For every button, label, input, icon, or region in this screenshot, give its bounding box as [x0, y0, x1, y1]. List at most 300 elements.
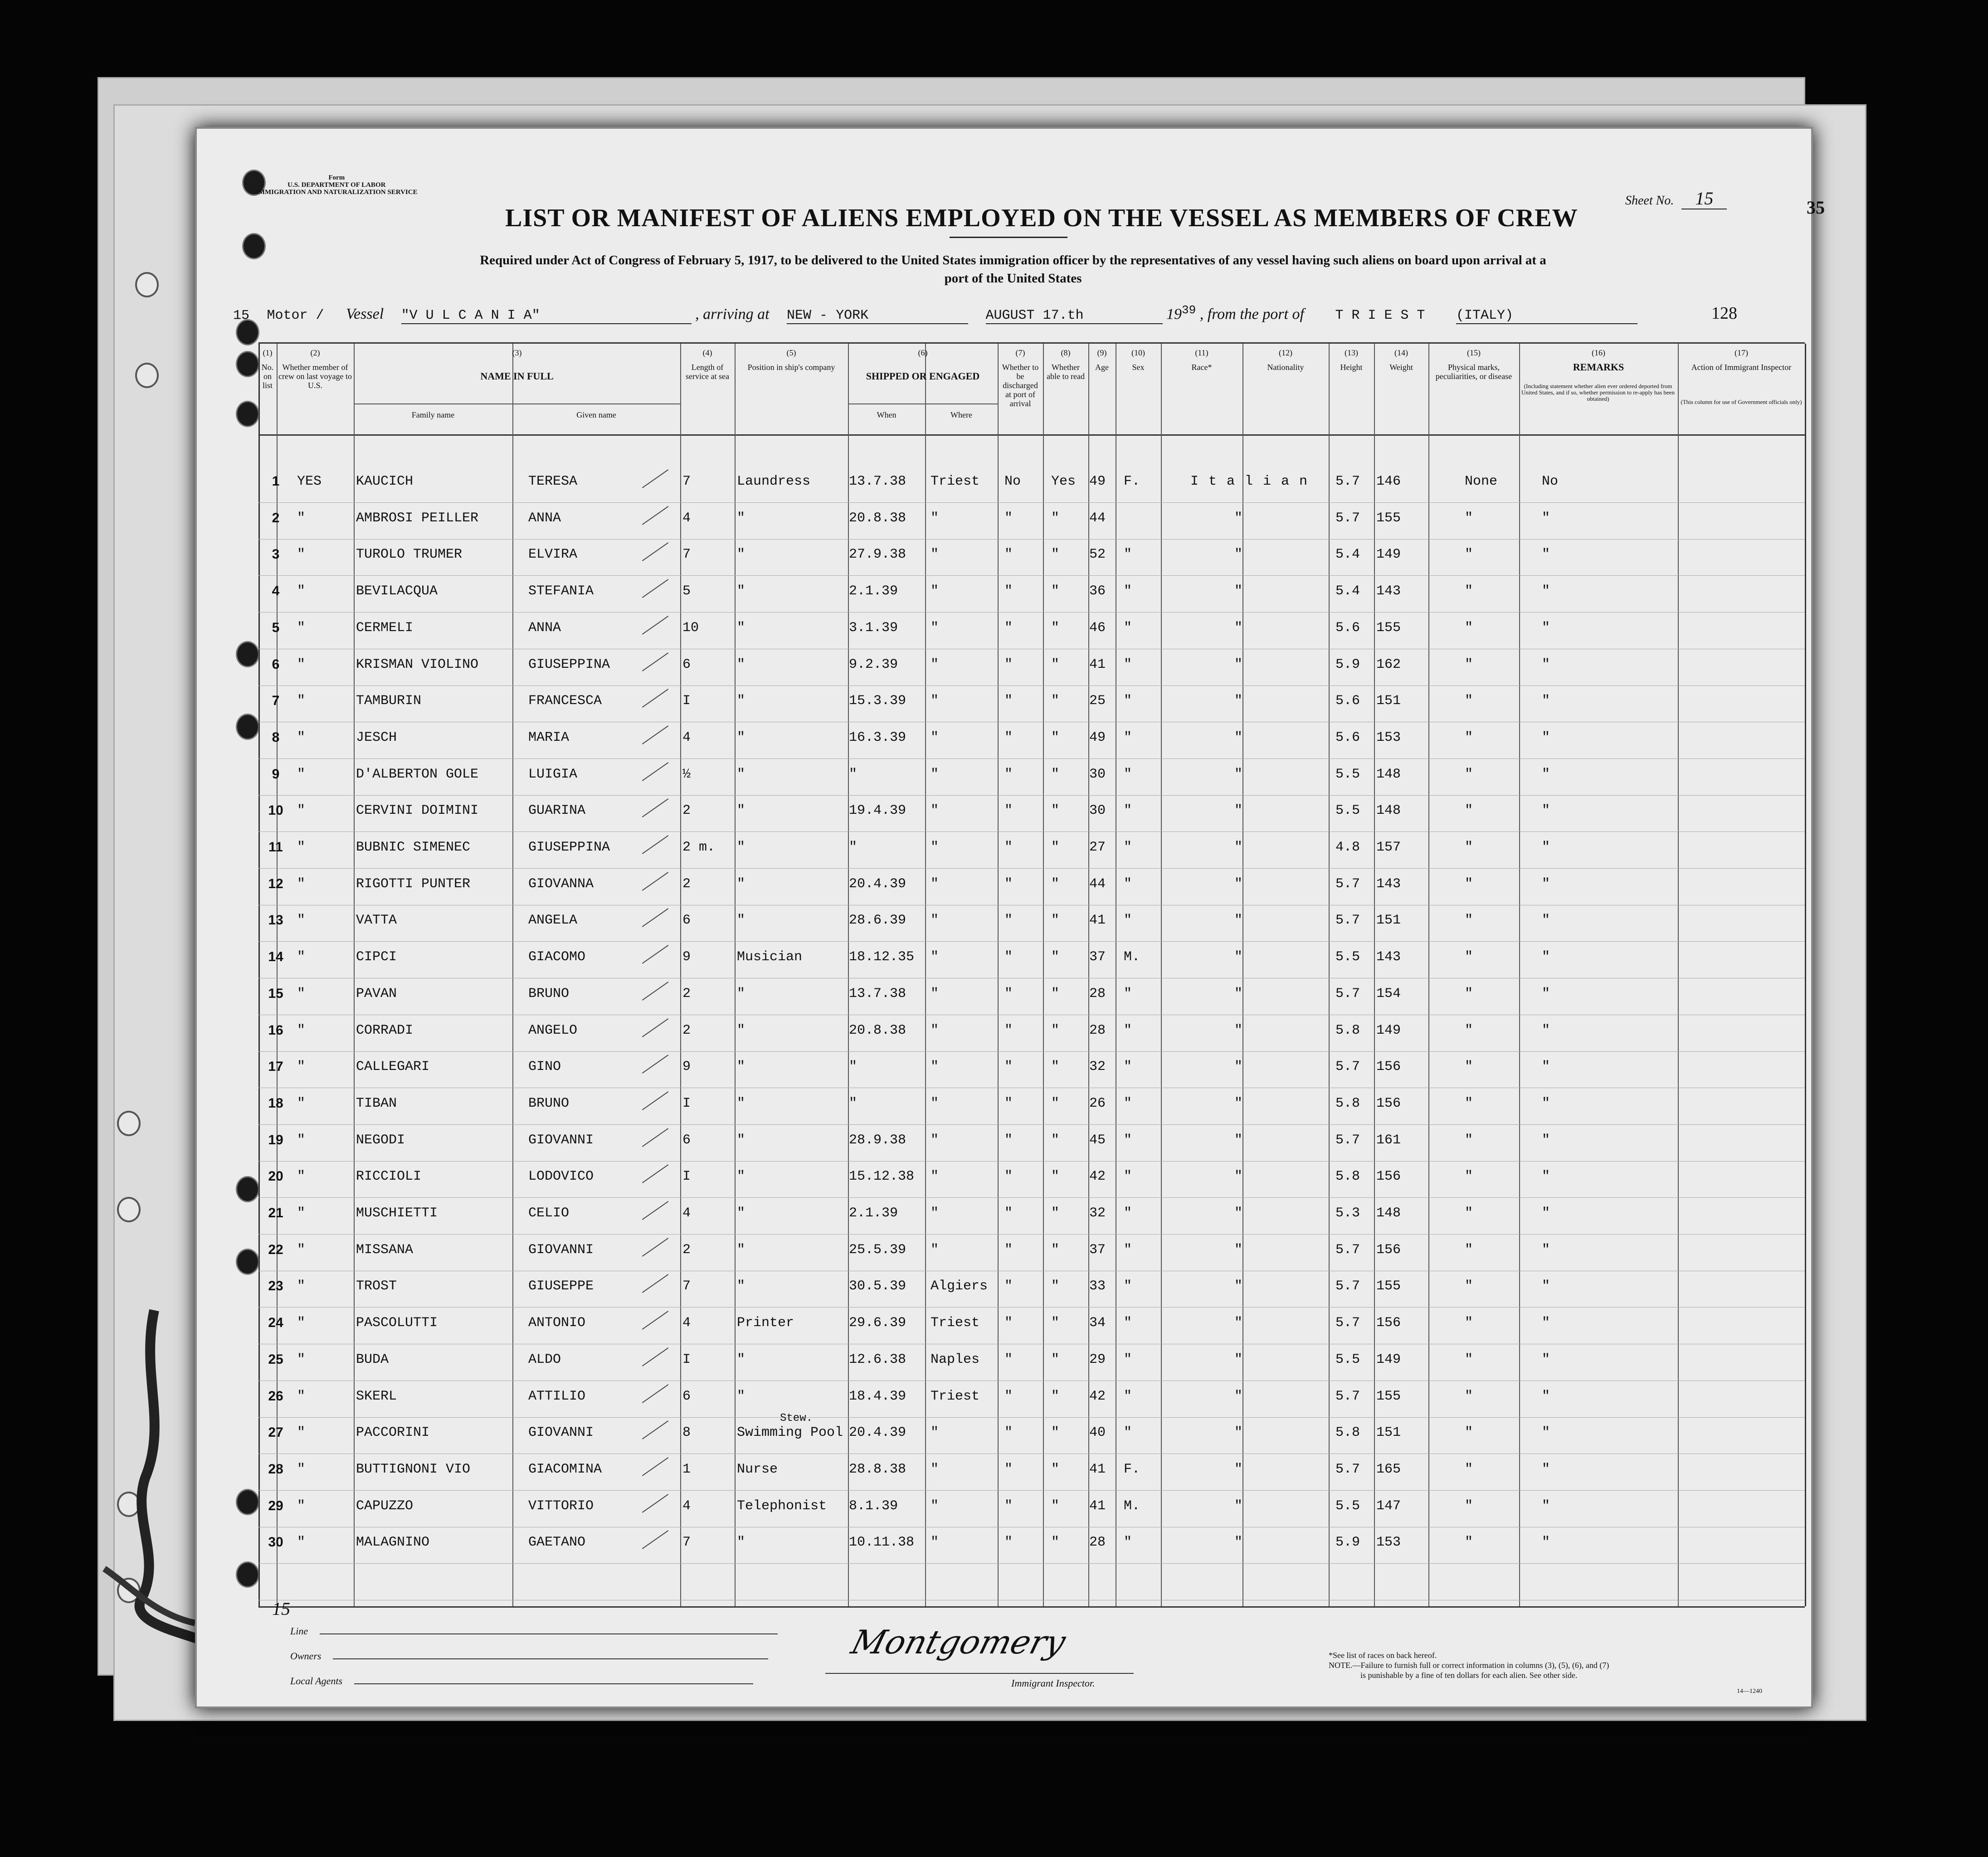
service-length: 1	[682, 1461, 691, 1477]
height: 5.9	[1335, 1535, 1360, 1551]
given-name: TERESA	[528, 474, 578, 489]
age: 42	[1089, 1388, 1106, 1404]
column-number: (10)	[1131, 348, 1145, 357]
shipped-when: 15.3.39	[849, 693, 906, 709]
given-name: GINO	[528, 1059, 561, 1075]
form-department-tag	[256, 174, 418, 196]
sex: F.	[1124, 474, 1140, 489]
shipped-where: "	[931, 840, 939, 855]
given-name: ANGELA	[528, 913, 578, 928]
sex: "	[1124, 840, 1132, 855]
physical-marks: "	[1465, 1169, 1473, 1185]
height: 5.4	[1335, 583, 1360, 599]
row-divider	[258, 941, 1805, 942]
age: 49	[1089, 729, 1106, 745]
family-name: PASCOLUTTI	[356, 1315, 438, 1331]
remarks: "	[1542, 1498, 1550, 1514]
row-number: 13	[268, 913, 283, 928]
given-name: BRUNO	[528, 986, 570, 1001]
family-name: BUDA	[356, 1351, 389, 1367]
crew-table	[258, 342, 1805, 1608]
family-name: CIPCI	[356, 949, 397, 965]
shipped-when: 20.8.38	[849, 510, 906, 526]
discharged: "	[1004, 1095, 1013, 1111]
physical-marks: "	[1465, 1425, 1473, 1441]
physical-marks: "	[1465, 510, 1473, 526]
shipped-when: 2.1.39	[849, 1206, 898, 1221]
page-subtitle	[287, 251, 1739, 287]
shipped-when: 25.5.39	[849, 1242, 906, 1258]
family-name: TUROLO TRUMER	[356, 547, 463, 563]
able-to-read: "	[1051, 729, 1060, 745]
given-name: FRANCESCA	[528, 693, 602, 709]
row-divider	[258, 575, 1805, 576]
punch-hole	[236, 1489, 259, 1515]
shipped-when: 20.4.39	[849, 1425, 906, 1441]
shipped-where: "	[931, 1242, 939, 1258]
family-name: BUTTIGNONI VIO	[356, 1461, 471, 1477]
sex: "	[1124, 1059, 1132, 1075]
physical-marks: "	[1465, 1498, 1473, 1514]
prior-voyage: "	[297, 1315, 306, 1331]
discharged: "	[1004, 583, 1013, 599]
physical-marks: "	[1465, 620, 1473, 636]
age: 32	[1089, 1206, 1106, 1221]
prior-voyage: "	[297, 1206, 306, 1221]
nationality: "	[1234, 1351, 1243, 1367]
subtitle-line-1: Required under Act of Congress of February 5, 1917, to be delivered to the United States immigration officer by the representatives of any vessel having such aliens on board upon arrival at a	[480, 253, 1546, 267]
row-number: 15	[268, 986, 283, 1001]
given-name: MARIA	[528, 729, 570, 745]
physical-marks: "	[1465, 1242, 1473, 1258]
shipped-when: 16.3.39	[849, 729, 906, 745]
shipped-where: Triest	[931, 1388, 980, 1404]
weight: 153	[1376, 729, 1401, 745]
inspector-signature: Montgomery	[847, 1623, 1070, 1661]
weight: 151	[1376, 1425, 1401, 1441]
given-name: GIOVANNI	[528, 1425, 594, 1441]
weight: 162	[1376, 656, 1401, 672]
position-note: Stew.	[780, 1412, 813, 1425]
row-divider	[258, 1234, 1805, 1235]
family-name: TROST	[356, 1279, 397, 1294]
column-header: Action of Immigrant Inspector	[1691, 363, 1792, 372]
nationality: "	[1234, 583, 1243, 599]
header-divider	[258, 434, 1805, 436]
discharged: "	[1004, 766, 1013, 782]
position: "	[737, 547, 746, 563]
note-races: *See list of races on back hereof.	[1329, 1651, 1437, 1660]
punch-hole	[236, 714, 259, 740]
sex: "	[1124, 1535, 1132, 1551]
column-header: Whether to be discharged at port of arrival	[1002, 363, 1039, 408]
service-length: I	[682, 1095, 691, 1111]
service-length: 2 m.	[682, 840, 716, 855]
service-length: I	[682, 693, 691, 709]
discharged: "	[1004, 1132, 1013, 1148]
subtitle-line-2: port of the United States	[944, 271, 1082, 286]
family-name: MALAGNINO	[356, 1535, 430, 1551]
nationality: "	[1234, 1461, 1243, 1477]
shipped-where: "	[931, 547, 939, 563]
nationality: "	[1234, 1206, 1243, 1221]
shipped-where: "	[931, 1059, 939, 1075]
nationality: "	[1234, 1169, 1243, 1185]
column-number: (15)	[1467, 348, 1481, 357]
weight: 147	[1376, 1498, 1401, 1514]
page-title: LIST OR MANIFEST OF ALIENS EMPLOYED ON THE VESSEL AS MEMBERS OF CREW	[505, 204, 1578, 232]
sheet-label: Sheet No.	[1625, 194, 1674, 208]
family-name: NEGODI	[356, 1132, 405, 1148]
prior-voyage: "	[297, 693, 306, 709]
shipped-where: "	[931, 1206, 939, 1221]
discharged: "	[1004, 729, 1013, 745]
physical-marks: "	[1465, 693, 1473, 709]
service-length: 4	[682, 729, 691, 745]
position: Nurse	[737, 1461, 778, 1477]
able-to-read: "	[1051, 1022, 1060, 1038]
prior-voyage: "	[297, 1059, 306, 1075]
physical-marks: "	[1465, 803, 1473, 819]
age: 40	[1089, 1425, 1106, 1441]
able-to-read: "	[1051, 803, 1060, 819]
family-name: RICCIOLI	[356, 1169, 422, 1185]
able-to-read: "	[1051, 693, 1060, 709]
height: 5.5	[1335, 803, 1360, 819]
discharged: "	[1004, 1425, 1013, 1441]
able-to-read: "	[1051, 840, 1060, 855]
nationality: "	[1234, 840, 1243, 855]
age: 28	[1089, 986, 1106, 1001]
row-number: 23	[268, 1279, 283, 1294]
footer-line	[290, 1625, 778, 1637]
shipped-where: "	[931, 876, 939, 892]
remarks: "	[1542, 1388, 1550, 1404]
family-name: KAUCICH	[356, 474, 414, 489]
position: Laundress	[737, 474, 811, 489]
weight: 153	[1376, 1535, 1401, 1551]
shipped-where: "	[931, 803, 939, 819]
able-to-read: "	[1051, 1206, 1060, 1221]
sex: "	[1124, 1388, 1132, 1404]
sex: "	[1124, 729, 1132, 745]
given-name: LUIGIA	[528, 766, 578, 782]
able-to-read: "	[1051, 1169, 1060, 1185]
vessel-type: Motor /	[267, 308, 324, 324]
height: 5.5	[1335, 766, 1360, 782]
sex: "	[1124, 693, 1132, 709]
column-header: NAME IN FULL	[480, 370, 554, 382]
able-to-read: "	[1051, 1461, 1060, 1477]
subheader-given: Given name	[576, 410, 616, 419]
shipped-when: 28.6.39	[849, 913, 906, 928]
prior-voyage: YES	[297, 474, 322, 489]
sex: "	[1124, 986, 1132, 1001]
age: 42	[1089, 1169, 1106, 1185]
service-length: 7	[682, 1535, 691, 1551]
given-name: LODOVICO	[528, 1169, 594, 1185]
from-label: , from the port of	[1199, 306, 1304, 323]
physical-marks: "	[1465, 949, 1473, 965]
row-number: 8	[272, 729, 280, 745]
shipped-where: "	[931, 986, 939, 1001]
remarks: "	[1542, 1315, 1550, 1331]
discharged: "	[1004, 840, 1013, 855]
family-name: VATTA	[356, 913, 397, 928]
weight: 155	[1376, 1279, 1401, 1294]
shipped-when: 12.6.38	[849, 1351, 906, 1367]
age: 41	[1089, 1461, 1106, 1477]
position: Telephonist	[737, 1498, 827, 1514]
shipped-where: "	[931, 583, 939, 599]
prior-voyage: "	[297, 1535, 306, 1551]
row-number: 5	[272, 620, 280, 635]
nationality: "	[1234, 1022, 1243, 1038]
age: 34	[1089, 1315, 1106, 1331]
given-name: ELVIRA	[528, 547, 578, 563]
discharged: "	[1004, 1206, 1013, 1221]
family-name: MUSCHIETTI	[356, 1206, 438, 1221]
footer-agents	[290, 1675, 753, 1687]
height: 5.7	[1335, 1132, 1360, 1148]
weight: 149	[1376, 1022, 1401, 1038]
physical-marks: "	[1465, 1059, 1473, 1075]
service-length: I	[682, 1351, 691, 1367]
shipped-when: 20.8.38	[849, 1022, 906, 1038]
row-divider	[258, 1161, 1805, 1162]
height: 5.5	[1335, 1351, 1360, 1367]
height: 5.7	[1335, 474, 1360, 489]
weight: 148	[1376, 803, 1401, 819]
row-number: 4	[272, 583, 280, 599]
shipped-when: "	[849, 1095, 858, 1111]
service-length: 2	[682, 986, 691, 1001]
discharged: "	[1004, 510, 1013, 526]
sex: F.	[1124, 1461, 1140, 1477]
weight: 161	[1376, 1132, 1401, 1148]
position: "	[737, 620, 746, 636]
row-number: 6	[272, 656, 280, 672]
weight: 143	[1376, 876, 1401, 892]
title-rule	[950, 237, 1067, 238]
remarks: "	[1542, 1095, 1550, 1111]
row-number: 14	[268, 949, 283, 965]
given-name: VITTORIO	[528, 1498, 594, 1514]
voyage-prefix: 15	[233, 308, 250, 324]
binder-ring	[135, 272, 159, 297]
nationality: "	[1234, 1132, 1243, 1148]
position: "	[737, 693, 746, 709]
remarks: "	[1542, 1461, 1550, 1477]
punch-hole	[236, 1249, 259, 1275]
footer-owners	[290, 1650, 768, 1662]
row-number: 25	[268, 1351, 283, 1367]
owners-label: Owners	[290, 1650, 322, 1662]
nationality: "	[1234, 949, 1243, 965]
nationality: "	[1234, 1535, 1243, 1551]
discharged: "	[1004, 693, 1013, 709]
column-number: (8)	[1061, 348, 1071, 357]
discharged: "	[1004, 913, 1013, 928]
subheader-where: Where	[950, 410, 972, 419]
from-country: (ITALY)	[1456, 308, 1637, 324]
physical-marks: "	[1465, 547, 1473, 563]
given-name: ALDO	[528, 1351, 561, 1367]
given-name: ANNA	[528, 620, 561, 636]
row-divider	[258, 539, 1805, 540]
note-failure: NOTE.—Failure to furnish full or correct information in columns (3), (5), (6), and (7)	[1329, 1661, 1609, 1670]
position: "	[737, 1022, 746, 1038]
prior-voyage: "	[297, 1242, 306, 1258]
remarks: "	[1542, 876, 1550, 892]
row-number: 17	[268, 1059, 283, 1074]
physical-marks: "	[1465, 729, 1473, 745]
height: 5.7	[1335, 1242, 1360, 1258]
subheader-family: Family name	[411, 410, 455, 419]
column-number: (5)	[786, 348, 796, 357]
arriving-label: , arriving at	[695, 306, 770, 323]
row-divider	[258, 1051, 1805, 1052]
weight: 151	[1376, 913, 1401, 928]
discharged: "	[1004, 1022, 1013, 1038]
height: 5.7	[1335, 1461, 1360, 1477]
weight: 156	[1376, 1095, 1401, 1111]
punch-hole	[236, 1176, 259, 1202]
shipped-where: "	[931, 1169, 939, 1185]
age: 37	[1089, 949, 1106, 965]
position: "	[737, 1132, 746, 1148]
able-to-read: "	[1051, 766, 1060, 782]
shipped-when: 13.7.38	[849, 986, 906, 1001]
service-length: ½	[682, 766, 691, 782]
position: "	[737, 1535, 746, 1551]
sex: "	[1124, 1132, 1132, 1148]
service-length: 7	[682, 547, 691, 563]
given-name: GIOVANNI	[528, 1242, 594, 1258]
shipped-where: Algiers	[931, 1279, 988, 1294]
age: 44	[1089, 510, 1106, 526]
column-number: (4)	[702, 348, 712, 357]
shipped-where: "	[931, 1461, 939, 1477]
weight: 149	[1376, 1351, 1401, 1367]
height: 5.7	[1335, 1388, 1360, 1404]
height: 5.6	[1335, 620, 1360, 636]
prior-voyage: "	[297, 1022, 306, 1038]
age: 46	[1089, 620, 1106, 636]
service-length: 4	[682, 510, 691, 526]
row-number: 20	[268, 1169, 283, 1184]
weight: 155	[1376, 620, 1401, 636]
weight: 151	[1376, 693, 1401, 709]
sex: "	[1124, 547, 1132, 563]
position: "	[737, 803, 746, 819]
height: 5.6	[1335, 693, 1360, 709]
column-header: No. on list	[261, 363, 274, 390]
height: 5.8	[1335, 1022, 1360, 1038]
remarks: "	[1542, 693, 1550, 709]
row-number: 19	[268, 1132, 283, 1147]
discharged: "	[1004, 1388, 1013, 1404]
given-name: GIACOMO	[528, 949, 586, 965]
prior-voyage: "	[297, 1425, 306, 1441]
nationality: "	[1234, 1315, 1243, 1331]
physical-marks: "	[1465, 1315, 1473, 1331]
given-name: GUARINA	[528, 803, 586, 819]
prior-voyage: "	[297, 1169, 306, 1185]
punch-hole	[242, 233, 266, 259]
voyage-line	[233, 303, 1757, 324]
remarks: "	[1542, 986, 1550, 1001]
form-number: 14—1240	[1737, 1688, 1762, 1695]
physical-marks: "	[1465, 1206, 1473, 1221]
position: "	[737, 986, 746, 1001]
height: 5.7	[1335, 913, 1360, 928]
discharged: "	[1004, 620, 1013, 636]
remarks: "	[1542, 583, 1550, 599]
given-name: ANGELO	[528, 1022, 578, 1038]
row-divider	[258, 1490, 1805, 1491]
height: 5.7	[1335, 1279, 1360, 1294]
family-name: PACCORINI	[356, 1425, 430, 1441]
service-length: 4	[682, 1206, 691, 1221]
given-name: CELIO	[528, 1206, 570, 1221]
service-length: 6	[682, 1132, 691, 1148]
weight: 143	[1376, 583, 1401, 599]
row-number: 26	[268, 1388, 283, 1404]
column-header: Age	[1095, 363, 1109, 372]
height: 5.7	[1335, 876, 1360, 892]
nationality: "	[1234, 1498, 1243, 1514]
shipped-where: "	[931, 949, 939, 965]
weight: 148	[1376, 1206, 1401, 1221]
age: 44	[1089, 876, 1106, 892]
shipped-where: Naples	[931, 1351, 980, 1367]
able-to-read: "	[1051, 1242, 1060, 1258]
able-to-read: "	[1051, 1132, 1060, 1148]
sex: "	[1124, 766, 1132, 782]
shipped-when: "	[849, 766, 858, 782]
family-name: CERVINI DOIMINI	[356, 803, 479, 819]
position: "	[737, 656, 746, 672]
punch-hole	[236, 401, 259, 427]
remarks-note: (Including statement whether alien ever ordered deported from United States, and if so, whether permission to re-apply has been obtained)	[1521, 383, 1675, 402]
shipped-when: 9.2.39	[849, 656, 898, 672]
row-number: 18	[268, 1095, 283, 1111]
from-port: T R I E S T	[1335, 308, 1425, 324]
remarks: "	[1542, 1242, 1550, 1258]
prior-voyage: "	[297, 1351, 306, 1367]
prior-voyage: "	[297, 620, 306, 636]
nationality: "	[1234, 1095, 1243, 1111]
subheader-divider	[848, 403, 998, 404]
shipped-where: "	[931, 729, 939, 745]
note-fine: is punishable by a fine of ten dollars for each alien. See other side.	[1360, 1671, 1578, 1680]
service-length: 2	[682, 876, 691, 892]
height: 4.8	[1335, 840, 1360, 855]
shipped-where: "	[931, 1425, 939, 1441]
age: 27	[1089, 840, 1106, 855]
remarks: "	[1542, 766, 1550, 782]
discharged: "	[1004, 1169, 1013, 1185]
given-name: STEFANIA	[528, 583, 594, 599]
row-divider	[258, 612, 1805, 613]
nationality: "	[1234, 620, 1243, 636]
family-name: RIGOTTI PUNTER	[356, 876, 471, 892]
action-note: (This column for use of Government officials only)	[1681, 399, 1802, 405]
age: 52	[1089, 547, 1106, 563]
discharged: "	[1004, 1279, 1013, 1294]
sex: "	[1124, 1022, 1132, 1038]
